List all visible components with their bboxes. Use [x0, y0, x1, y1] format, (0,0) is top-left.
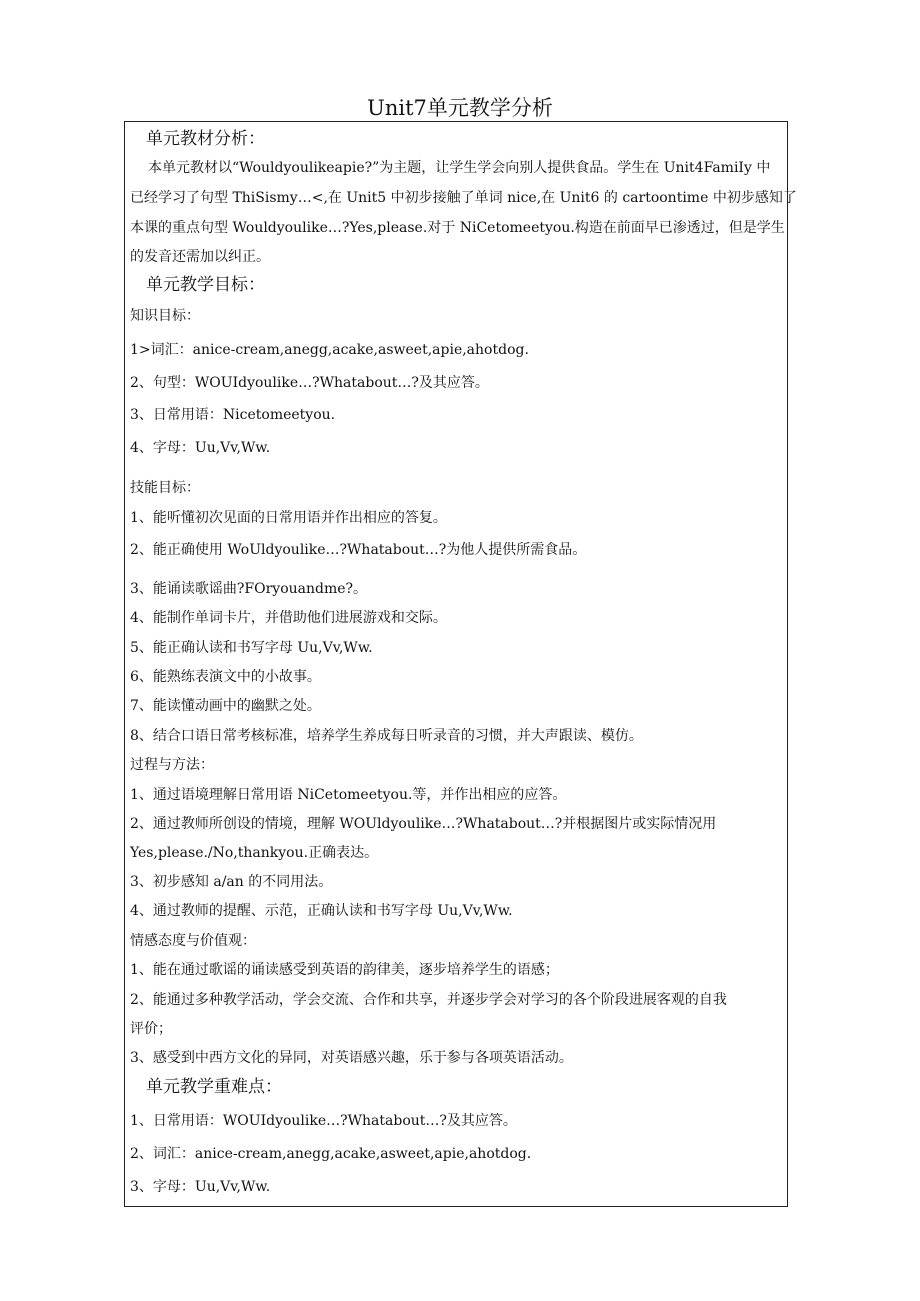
- knowledge-item-3: 3、日常用语：Nicetomeetyou.: [130, 407, 336, 423]
- emotion-item-3: 3、感受到中西方文化的异同，对英语感兴趣，乐于参与各项英语活动。: [130, 1050, 573, 1066]
- key-point-1: 1、日常用语：WOUIdyoulike…?Whatabout…?及其应答。: [130, 1113, 517, 1129]
- knowledge-item-1: 1>词汇：anice-cream,anegg,acake,asweet,apie,ahotdog.: [130, 342, 529, 358]
- page-title: Unit7单元教学分析: [367, 96, 553, 120]
- emotion-item-2: 2、能通过多种教学活动，学会交流、合作和共享，并逐步学会对学习的各个阶段进展客观的自我: [130, 992, 727, 1008]
- process-item-4: 4、通过教师的提醒、示范，正确认读和书写字母 Uu,Vv,Ww.: [130, 903, 513, 919]
- skills-item-2: 2、能正确使用 WoUldyoulike…?Whatabout…?为他人提供所需食品。: [130, 542, 587, 558]
- process-item-2: 2、通过教师所创设的情境，理解 WOUldyoulike…?Whatabout…?并根据图片或实际情况用: [130, 816, 717, 832]
- section-heading-goals: 单元教学目标：: [146, 275, 265, 295]
- key-point-2: 2、词汇：anice-cream,anegg,acake,asweet,apie,ahotdog.: [130, 1146, 532, 1162]
- process-heading: 过程与方法：: [130, 757, 214, 773]
- knowledge-item-2: 2、句型：WOUIdyoulike…?Whatabout…?及其应答。: [130, 375, 489, 391]
- material-line-3: 本课的重点句型 Wouldyoulike…?Yes,please.对于 NiCetomeetyou.构造在前面早已渗透过，但是学生: [130, 220, 785, 236]
- skills-item-1: 1、能听懂初次见面的日常用语并作出相应的答复。: [130, 510, 447, 526]
- skills-item-8: 8、结合口语日常考核标准，培养学生养成每日听录音的习惯，并大声跟读、模仿。: [130, 728, 643, 744]
- skills-item-7: 7、能读懂动画中的幽默之处。: [130, 698, 321, 714]
- process-item-2-cont: Yes,please./No,thankyou.正确表达。: [130, 845, 379, 861]
- skills-heading: 技能目标：: [130, 480, 200, 496]
- process-item-1: 1、通过语境理解日常用语 NiCetomeetyou.等，并作出相应的应答。: [130, 787, 567, 803]
- skills-item-4: 4、能制作单词卡片，并借助他们进展游戏和交际。: [130, 610, 447, 626]
- emotion-item-2-cont: 评价；: [130, 1021, 172, 1037]
- knowledge-heading: 知识目标：: [130, 308, 200, 324]
- key-point-3: 3、字母：Uu,Vv,Ww.: [130, 1179, 271, 1195]
- knowledge-item-4: 4、字母：Uu,Vv,Ww.: [130, 440, 271, 456]
- skills-item-3: 3、能诵读歌谣曲?FOryouandme?。: [130, 581, 368, 597]
- emotion-item-1: 1、能在通过歌谣的诵读感受到英语的韵律美，逐步培养学生的语感；: [130, 962, 559, 978]
- skills-item-6: 6、能熟练表演文中的小故事。: [130, 669, 321, 685]
- skills-item-5: 5、能正确认读和书写字母 Uu,Vv,Ww.: [130, 640, 373, 656]
- section-heading-material: 单元教材分析：: [146, 129, 265, 149]
- material-line-4: 的发音还需加以纠正。: [130, 249, 270, 265]
- material-line-1: 本单元教材以“Wouldyoulikeapie?”为主题，让学生学会向别人提供食品。学生在 Unit4FamiIy 中: [148, 160, 771, 176]
- emotion-heading: 情感态度与价值观：: [130, 933, 256, 949]
- process-item-3: 3、初步感知 a/an 的不同用法。: [130, 874, 333, 890]
- material-line-2: 已经学习了句型 ThiSismy…<,在 Unit5 中初步接触了单词 nice,在 Unit6 的 cartoontime 中初步感知了: [130, 190, 797, 206]
- section-heading-key-points: 单元教学重难点：: [146, 1077, 282, 1097]
